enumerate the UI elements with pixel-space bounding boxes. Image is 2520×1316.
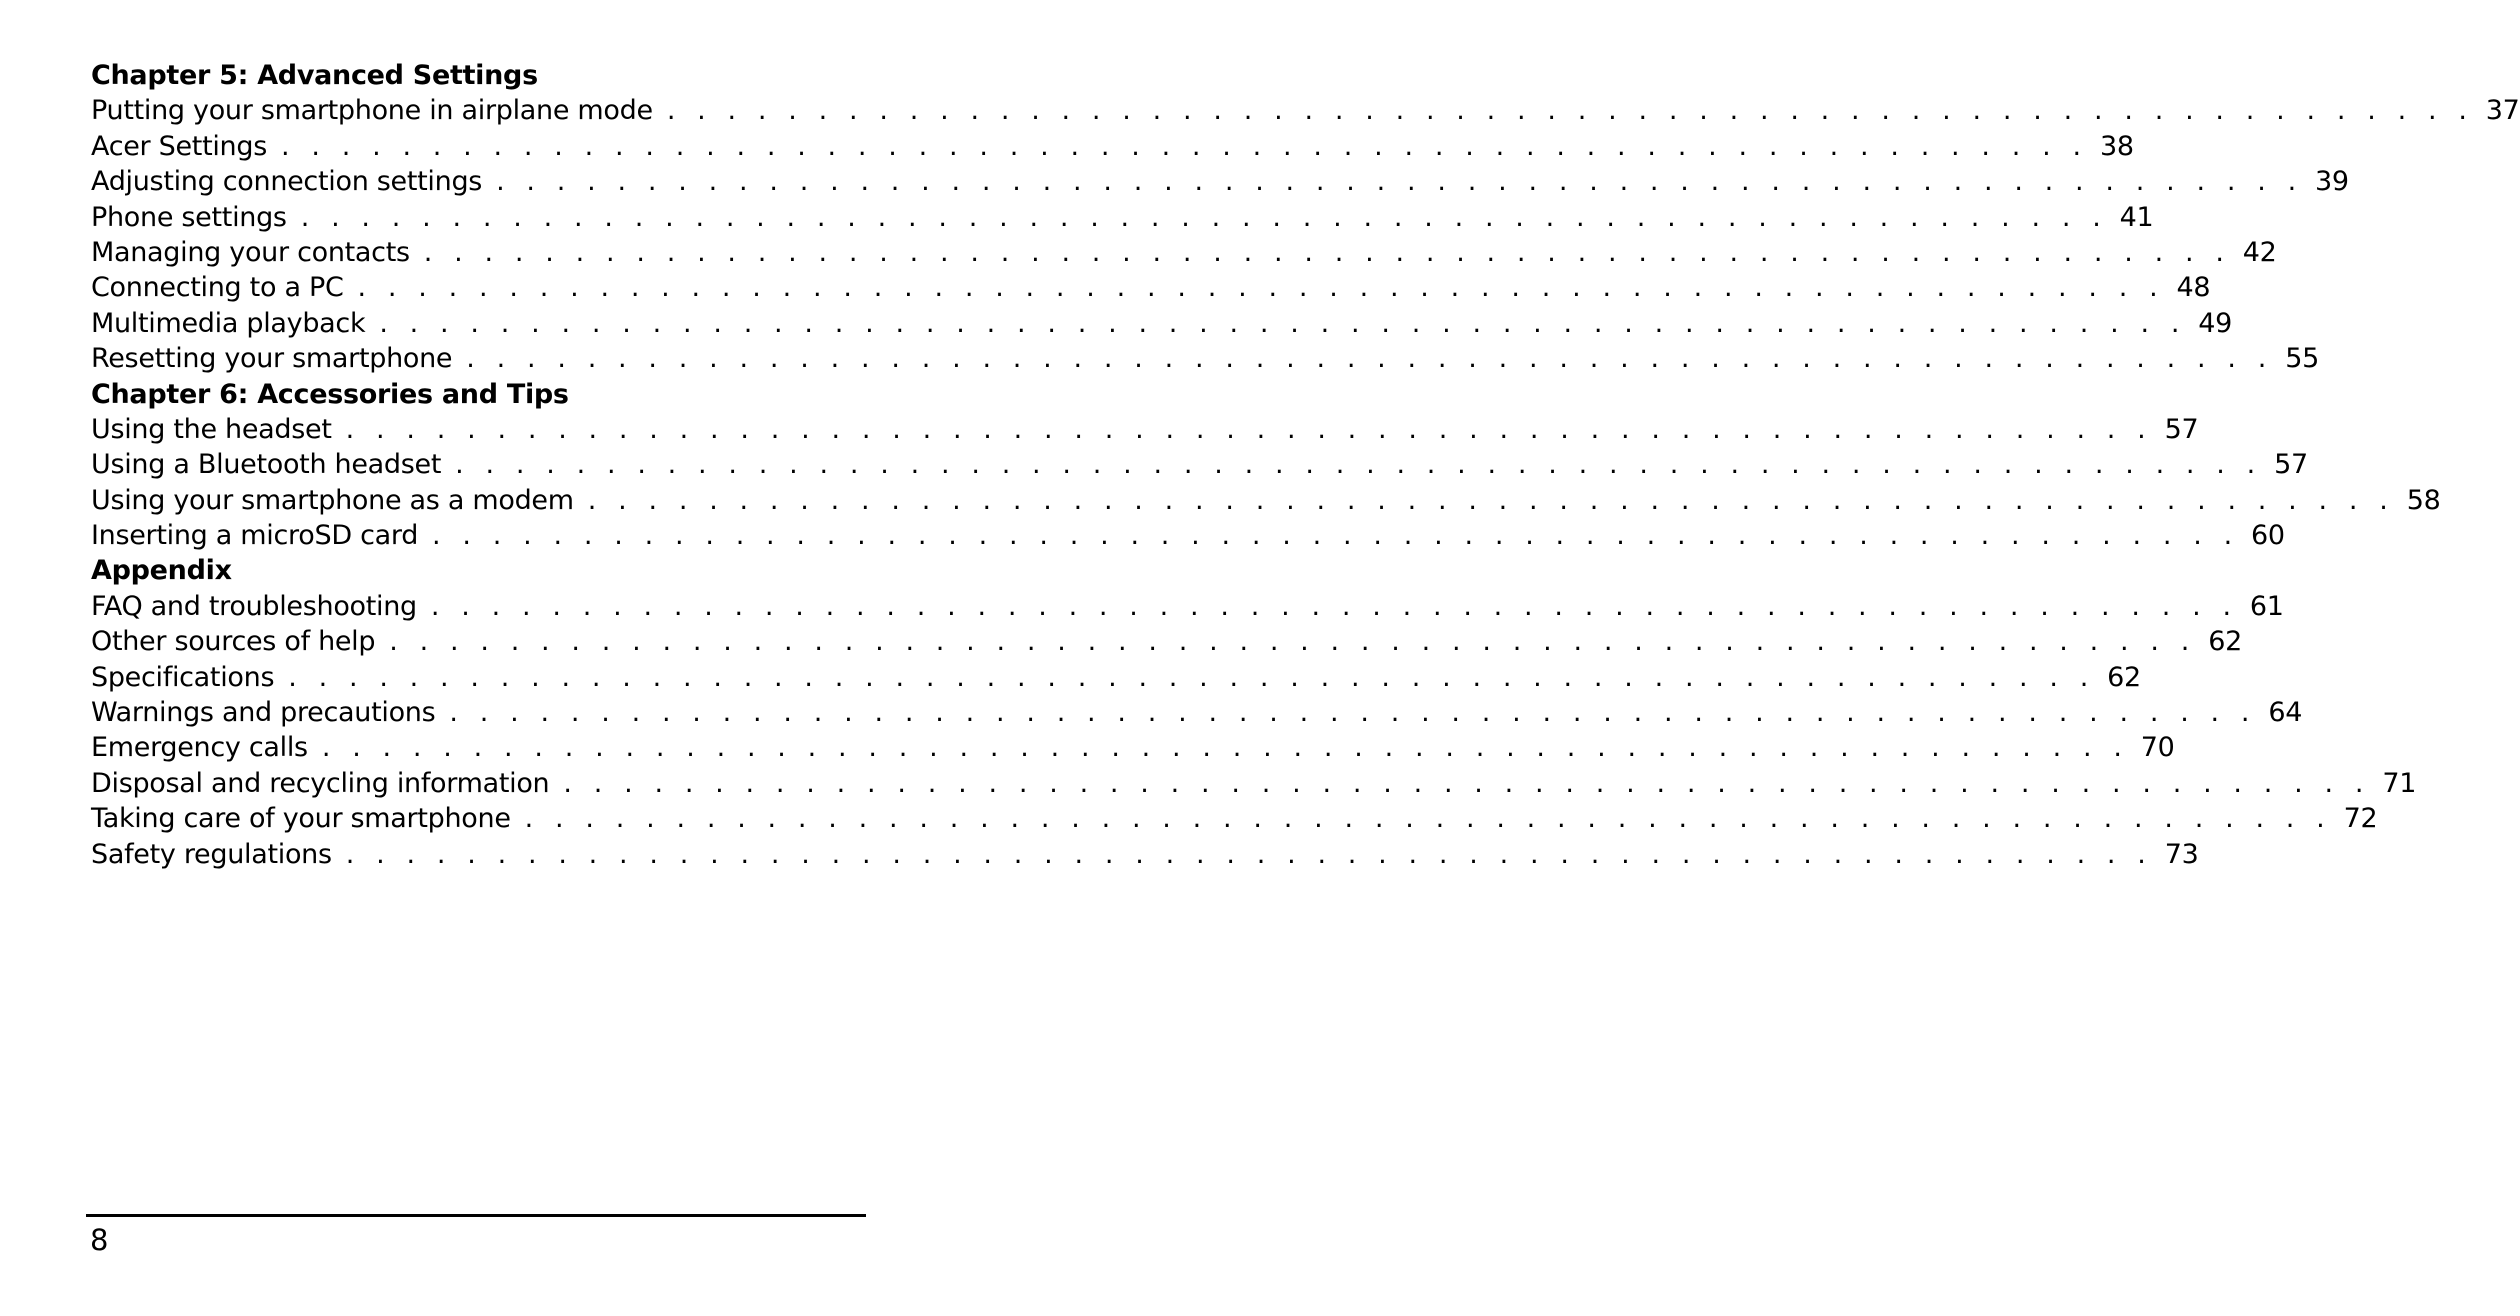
- dot-leader: . . . . . . . . . . . . . . . . . . . . . . . . . . . . . . . . . . . . . . . . . . . . . . . . . . . . . . . . . . . .: [524, 803, 2332, 835]
- entry-title: Inserting a microSD card: [91, 520, 419, 552]
- dot-leader: . . . . . . . . . . . . . . . . . . . . . . . . . . . . . . . . . . . . . . . . . . . . . . . . . . . . . . . . . . . .: [345, 838, 2153, 870]
- toc-entry[interactable]: [91, 837, 2199, 872]
- toc-entry[interactable]: [91, 412, 2199, 447]
- toc-entry[interactable]: [91, 660, 2141, 695]
- dot-leader: . . . . . . . . . . . . . . . . . . . . . . . . . . . . . . . . . . . . . . . . . . . . . . . . . . . . . . . . . . . .: [449, 697, 2257, 729]
- entry-page-number: 61: [2249, 590, 2284, 622]
- dot-leader: . . . . . . . . . . . . . . . . . . . . . . . . . . . . . . . . . . . . . . . . . . . . . . . . . . . . . . . . . . . .: [300, 201, 2108, 233]
- entry-title: Managing your contacts: [91, 236, 410, 268]
- dot-leader: . . . . . . . . . . . . . . . . . . . . . . . . . . . . . . . . . . . . . . . . . . . . . . . . . . . . . . . . . . . .: [455, 449, 2262, 481]
- entry-title: Multimedia playback: [91, 307, 366, 339]
- entry-title: Disposal and recycling information: [91, 767, 550, 799]
- entry-page-number: 57: [2274, 449, 2308, 481]
- entry-page-number: 62: [2107, 661, 2141, 693]
- entry-title: FAQ and troubleshooting: [91, 590, 417, 622]
- entry-page-number: 73: [2164, 838, 2199, 870]
- entry-page-number: 71: [2382, 767, 2417, 799]
- dot-leader: . . . . . . . . . . . . . . . . . . . . . . . . . . . . . . . . . . . . . . . . . . . . . . . . . . . . . . . . . . . .: [587, 484, 2395, 516]
- entry-title: Taking care of your smartphone: [91, 803, 511, 835]
- dot-leader: . . . . . . . . . . . . . . . . . . . . . . . . . . . . . . . . . . . . . . . . . . . . . . . . . . . . . . . . . . . .: [563, 767, 2371, 799]
- dot-leader: . . . . . . . . . . . . . . . . . . . . . . . . . . . . . . . . . . . . . . . . . . . . . . . . . . . . . . . . . . . .: [357, 272, 2165, 304]
- toc-entry[interactable]: [91, 270, 2211, 305]
- toc-entry[interactable]: [91, 341, 2319, 376]
- entry-page-number: 57: [2164, 413, 2199, 445]
- toc-entry[interactable]: [91, 93, 2520, 128]
- toc-entry[interactable]: [91, 801, 2378, 836]
- section-heading: Chapter 5: Advanced Settings: [91, 60, 538, 91]
- entry-page-number: 64: [2268, 697, 2303, 729]
- page-number: 8: [90, 1223, 109, 1257]
- entry-title: Resetting your smartphone: [91, 343, 453, 375]
- toc-entry[interactable]: [91, 200, 2154, 235]
- entry-page-number: 41: [2119, 201, 2154, 233]
- entry-title: Acer Settings: [91, 130, 267, 162]
- entry-title: Emergency calls: [91, 732, 308, 764]
- toc-section-chapter-5: [91, 58, 2520, 377]
- dot-leader: . . . . . . . . . . . . . . . . . . . . . . . . . . . . . . . . . . . . . . . . . . . . . . . . . . . . . . . . . . . .: [432, 520, 2239, 552]
- dot-leader: . . . . . . . . . . . . . . . . . . . . . . . . . . . . . . . . . . . . . . . . . . . . . . . . . . . . . . . . . . . .: [423, 236, 2231, 268]
- entry-title: Other sources of help: [91, 626, 376, 658]
- toc-entry[interactable]: [91, 129, 2134, 164]
- footer-rule: [86, 1214, 866, 1217]
- dot-leader: . . . . . . . . . . . . . . . . . . . . . . . . . . . . . . . . . . . . . . . . . . . . . . . . . . . . . . . . . . . .: [345, 413, 2153, 445]
- entry-page-number: 37: [2485, 95, 2520, 127]
- toc-entry[interactable]: [91, 624, 2242, 659]
- dot-leader: . . . . . . . . . . . . . . . . . . . . . . . . . . . . . . . . . . . . . . . . . . . . . . . . . . . . . . . . . . . .: [321, 732, 2129, 764]
- entry-title: Using the headset: [91, 413, 332, 445]
- toc-section-chapter-6: [91, 377, 2441, 554]
- entry-page-number: 48: [2176, 272, 2211, 304]
- entry-title: Using your smartphone as a modem: [91, 484, 574, 516]
- entry-page-number: 55: [2285, 343, 2319, 375]
- toc-entry[interactable]: [91, 695, 2303, 730]
- dot-leader: . . . . . . . . . . . . . . . . . . . . . . . . . . . . . . . . . . . . . . . . . . . . . . . . . . . . . . . . . . . .: [466, 343, 2273, 375]
- entry-page-number: 62: [2208, 626, 2242, 658]
- entry-title: Putting your smartphone in airplane mode: [91, 95, 653, 127]
- toc-entry[interactable]: [91, 518, 2285, 553]
- section-heading: Appendix: [91, 555, 232, 587]
- entry-page-number: 60: [2251, 520, 2285, 552]
- toc-entry[interactable]: [91, 589, 2284, 624]
- entry-title: Phone settings: [91, 201, 287, 233]
- toc-section-appendix: [91, 553, 2417, 872]
- entry-title: Safety regulations: [91, 838, 332, 870]
- dot-leader: . . . . . . . . . . . . . . . . . . . . . . . . . . . . . . . . . . . . . . . . . . . . . . . . . . . . . . . . . . . .: [666, 95, 2474, 127]
- dot-leader: . . . . . . . . . . . . . . . . . . . . . . . . . . . . . . . . . . . . . . . . . . . . . . . . . . . . . . . . . . . .: [379, 307, 2187, 339]
- toc-entry[interactable]: [91, 447, 2308, 482]
- entry-title: Specifications: [91, 661, 275, 693]
- dot-leader: . . . . . . . . . . . . . . . . . . . . . . . . . . . . . . . . . . . . . . . . . . . . . . . . . . . . . . . . . . . .: [430, 590, 2238, 622]
- toc-entry[interactable]: [91, 306, 2233, 341]
- toc-entry[interactable]: [91, 483, 2441, 518]
- entry-title: Adjusting connection settings: [91, 166, 483, 198]
- entry-page-number: 49: [2198, 307, 2233, 339]
- entry-title: Connecting to a PC: [91, 272, 344, 304]
- entry-page-number: 58: [2406, 484, 2441, 516]
- dot-leader: . . . . . . . . . . . . . . . . . . . . . . . . . . . . . . . . . . . . . . . . . . . . . . . . . . . . . . . . . . . .: [389, 626, 2196, 658]
- toc-entry[interactable]: [91, 164, 2349, 199]
- entry-page-number: 42: [2242, 236, 2277, 268]
- entry-title: Warnings and precautions: [91, 697, 436, 729]
- toc-entry[interactable]: [91, 766, 2417, 801]
- entry-page-number: 70: [2140, 732, 2175, 764]
- toc-entry[interactable]: [91, 730, 2175, 765]
- toc-entry[interactable]: [91, 235, 2277, 270]
- dot-leader: . . . . . . . . . . . . . . . . . . . . . . . . . . . . . . . . . . . . . . . . . . . . . . . . . . . . . . . . . . . .: [288, 661, 2095, 693]
- entry-page-number: 72: [2343, 803, 2378, 835]
- table-of-contents: [91, 58, 2520, 872]
- entry-title: Using a Bluetooth headset: [91, 449, 442, 481]
- entry-page-number: 39: [2315, 166, 2349, 198]
- dot-leader: . . . . . . . . . . . . . . . . . . . . . . . . . . . . . . . . . . . . . . . . . . . . . . . . . . . . . . . . . . . .: [496, 166, 2303, 198]
- entry-page-number: 38: [2099, 130, 2134, 162]
- section-heading: Chapter 6: Accessories and Tips: [91, 378, 569, 410]
- dot-leader: . . . . . . . . . . . . . . . . . . . . . . . . . . . . . . . . . . . . . . . . . . . . . . . . . . . . . . . . . . . .: [280, 130, 2088, 162]
